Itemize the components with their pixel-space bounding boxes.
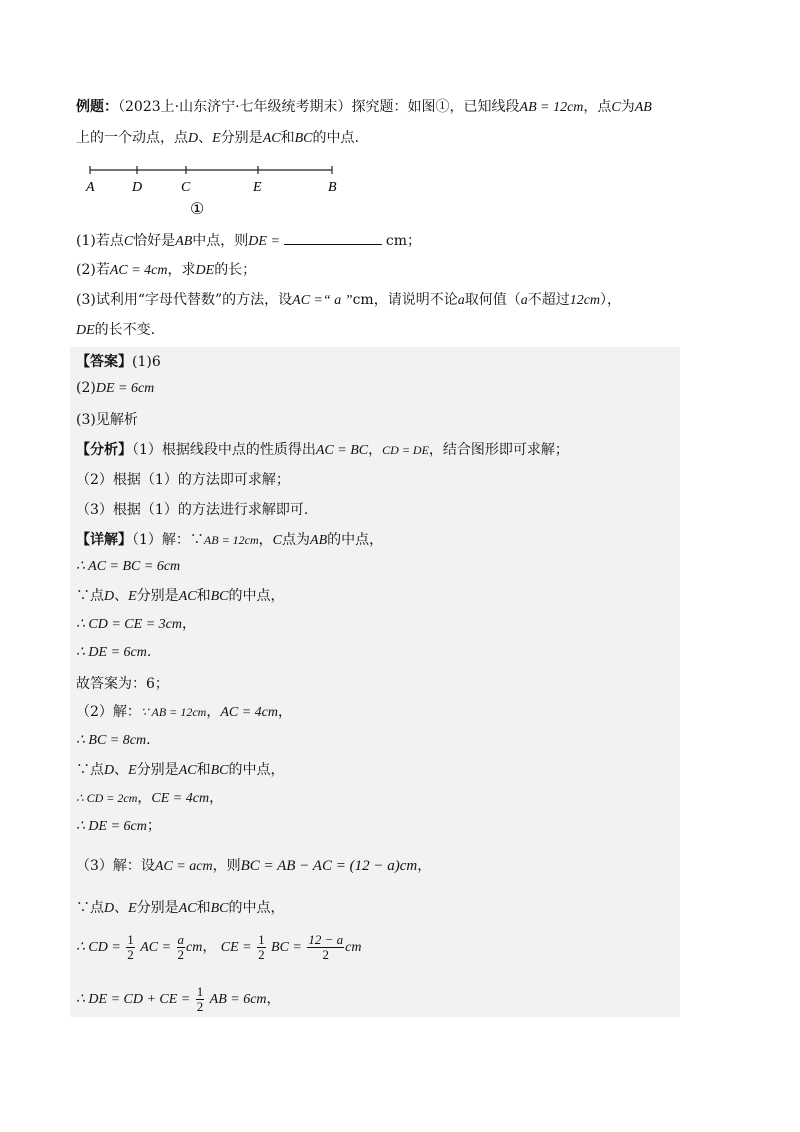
math-point-c: C [272,533,283,548]
detail-text: 和 [196,762,211,778]
label-d: D [132,180,143,195]
math-unit: cm [345,940,362,955]
math-ab-eq: ∵ AB = 12cm [140,705,207,719]
detail-text: ∵点 [76,588,104,604]
fraction-a-half [177,933,186,962]
math-seg-bc: BC [210,901,229,916]
detail-line-10 [76,788,223,809]
question-1 [76,230,421,252]
fraction-half [126,933,135,962]
analysis-line-3 [76,500,308,520]
question-text: (3)试利用“字母代替数”的方法，设 [76,292,293,308]
math-bc-eq: BC = AB − AC = (12 − a)cm [240,858,418,874]
fraction-denominator: 2 [127,946,134,962]
detail-text: ，则 [212,858,241,874]
question-text: ，求 [167,262,196,278]
math-seg-ab: AB [310,533,328,548]
problem-text: 和 [280,130,295,146]
math-point-e: E [212,131,221,146]
question-text: 取何值（ [464,292,521,308]
math-de-eq: ∴ DE = CD + CE = [76,992,191,1007]
detail-text: （1）解： [132,532,190,548]
detail-text: . [146,644,152,660]
question-text: 中点，则 [192,233,249,249]
label-c: C [181,180,191,195]
detail-text: ， [181,616,196,632]
math-point-e: E [128,589,137,604]
problem-text: 的中点. [312,130,359,146]
math-point-d: D [104,763,115,778]
label-e: E [253,180,262,195]
fraction-half [196,985,205,1014]
answer-1: (1)6 [132,354,161,370]
segment-figure [80,160,350,220]
detail-line-5 [76,642,151,663]
math-12cm: 12cm [569,293,601,308]
math-seg-ab: AB [175,234,193,249]
detail-text: . [146,732,151,748]
detail-text: ， [277,704,292,720]
problem-text: 探究题：如图①，已知线段 [351,99,520,115]
math-seg-ab: AB [634,100,652,115]
detail-text: 的中点， [327,532,384,548]
question-3 [76,290,621,311]
detail-text: ， [266,991,281,1007]
analysis-text: （3）根据（1）的方法进行求解即可. [76,502,309,518]
math-line: ∴ DE = 6cm [76,645,147,660]
answer-line-2 [76,378,154,399]
math-ac-eq: AC = [292,293,323,308]
question-text: (2)若 [76,262,110,278]
detail-text: ； [146,818,161,834]
detail-text: 点为 [282,532,311,548]
answer-3: (3)见解析 [76,412,138,428]
problem-text: ，点 [583,99,612,115]
detail-line-1 [76,530,383,551]
math-ac-eq: AC = [140,940,172,955]
fraction-numerator: 12 − a [308,931,344,947]
problem-text: 分别是 [220,130,263,146]
math-bc-eq: BC = [271,940,302,955]
math-ab-eq: AB = 12cm [203,533,259,547]
detail-line-11 [76,816,161,837]
math-point-c: C [123,234,134,249]
detail-text: （3）解：设 [76,858,155,874]
detail-line-12 [76,856,431,877]
problem-line-1 [76,97,652,118]
math-ce-eq: CE = 4cm [151,791,210,806]
fraction-numerator: 1 [196,983,204,999]
figure-caption: ① [190,201,205,218]
detail-text: （2）解： [76,704,141,720]
detail-line-15 [76,982,281,1017]
analysis-text: ， [368,442,383,458]
detail-line-2 [76,556,180,577]
math-de: DE [195,263,215,278]
math-point-d: D [104,901,115,916]
math-ac-eq: AC = 4cm [109,263,168,278]
fraction-denominator: 2 [258,946,265,962]
math-seg-ac: AC [178,901,197,916]
math-cd-eq: ∴ CD = [76,940,121,955]
analysis-text: （1）根据线段中点的性质得出 [132,442,316,458]
fraction-denominator: 2 [196,998,204,1014]
fraction-denominator: 2 [322,946,329,962]
answer-line-3 [76,410,138,430]
detail-line-4 [76,614,196,635]
math-seg-bc: BC [210,763,229,778]
detail-line-6 [76,674,169,694]
math-var-a: a [520,293,528,308]
detail-line-8 [76,730,151,751]
problem-source: （2023上·山东济宁·七年级统考期末） [118,99,352,115]
answer-2: DE = 6cm [95,381,155,396]
problem-text: 为 [620,99,635,115]
detail-text: ， [202,939,217,955]
answer-label: 【答案】 [76,354,132,370]
math-seg-bc: BC [210,589,229,604]
analysis-label: 【分析】 [76,442,132,458]
fraction-half [257,933,266,962]
detail-text: ∵ [189,532,204,548]
math-var-a: “ a ” [323,293,353,308]
analysis-line-1 [76,440,569,461]
detail-text: 故答案为：6； [76,676,169,692]
math-line: ∴ BC = 8cm [76,733,147,748]
math-point-e: E [128,763,137,778]
fraction-denominator: 2 [177,946,185,962]
detail-text: 的中点， [228,762,285,778]
question-text: 恰好是 [133,233,176,249]
analysis-text: （2）根据（1）的方法即可求解； [76,472,290,488]
detail-line-13 [76,898,284,919]
question-text: 的长； [214,262,257,278]
problem-line-2 [76,128,359,149]
detail-text: 、 [114,588,129,604]
question-text: ）， [600,292,622,308]
question-text: 不超过 [527,292,570,308]
math-ac-eq: AC = 4cm [220,705,278,720]
detail-line-14 [76,930,361,965]
math-ce-eq: CE = [220,940,252,955]
answer-prefix: (2) [76,380,96,396]
detail-text: 和 [196,588,211,604]
math-seg-ac: AC [262,131,281,146]
math-de-eq: DE = [248,234,280,249]
problem-text: 上的一个动点，点 [76,130,188,146]
problem-text: 、 [198,130,213,146]
analysis-line-2 [76,470,290,490]
detail-text: 的中点， [228,588,285,604]
fraction-12-minus-a [307,933,344,962]
detail-text: 分别是 [136,588,179,604]
detail-text: 分别是 [136,900,179,916]
math-point-c: C [611,100,621,115]
math-unit: cm [186,940,203,955]
fraction-numerator: 1 [258,931,265,947]
math-de: DE [76,323,95,338]
detail-text: ， [209,790,224,806]
math-line: ∴ CD = CE = 3cm [76,617,182,632]
math-cd-eq: ∴ CD = 2cm [76,791,138,805]
detail-text: ∵点 [76,762,104,778]
question-text: 的长不变. [94,322,156,338]
math-ab-eq: AB = 12cm [519,100,584,115]
fraction-numerator: a [177,931,185,947]
question-text: cm； [385,233,422,249]
question-text: cm，请说明不论 [352,292,458,308]
math-point-e: E [128,901,137,916]
detail-line-9 [76,760,284,781]
math-seg-ac: AC [178,589,197,604]
detail-text: 的中点， [228,900,285,916]
math-var-a: a [457,293,465,308]
detail-text: ， [258,532,273,548]
math-ac-bc: AC = BC [315,443,369,458]
label-b: B [328,180,337,195]
math-ab-eq: AB = 6cm [209,992,267,1007]
analysis-text: ，结合图形即可求解； [428,442,569,458]
detail-label: 【详解】 [76,532,132,548]
math-point-d: D [104,589,115,604]
label-a: A [86,180,95,195]
detail-line-3 [76,586,284,607]
detail-text: ∵点 [76,900,104,916]
math-point-d: D [188,131,199,146]
detail-line-7 [76,702,292,723]
math-ac-eq: AC = acm [154,859,213,874]
detail-text: 和 [196,900,211,916]
question-text: (1)若点 [76,233,124,249]
answer-line-1 [76,352,161,372]
math-line: ∴ AC = BC = 6cm [76,559,181,574]
detail-text: 分别是 [136,762,179,778]
answer-blank[interactable] [284,230,382,245]
question-3-cont [76,320,155,341]
detail-text: 、 [114,762,129,778]
math-seg-bc: BC [294,131,313,146]
fraction-numerator: 1 [127,931,134,947]
detail-text: ， [137,790,152,806]
math-cd-de: CD = DE [382,443,429,457]
detail-text: ， [206,704,221,720]
example-label: 例题： [76,99,118,115]
math-line: ∴ DE = 6cm [76,819,147,834]
question-2 [76,260,256,281]
detail-text: ， [417,858,432,874]
detail-text: 、 [114,900,129,916]
math-seg-ac: AC [178,763,197,778]
